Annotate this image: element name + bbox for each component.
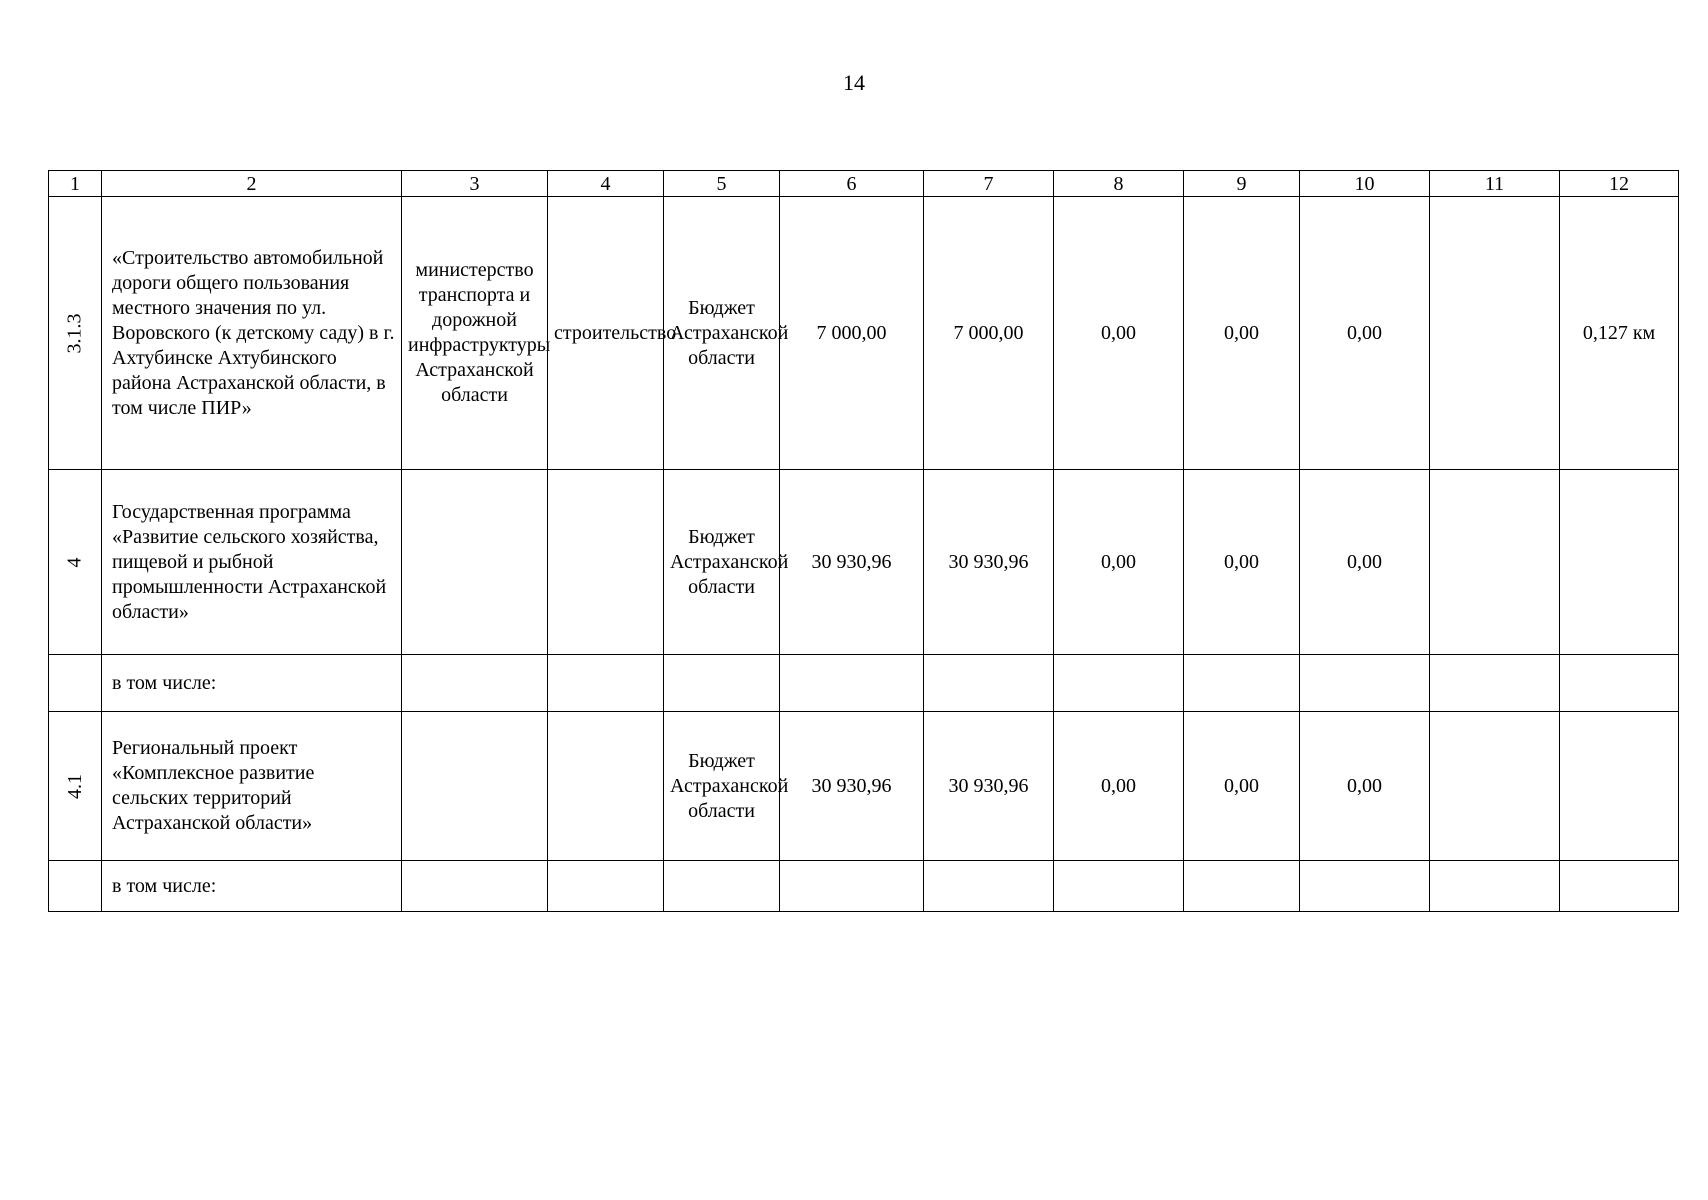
- value-cell: [1430, 197, 1560, 470]
- value-cell: 30 930,96: [780, 712, 924, 861]
- value-cell: 30 930,96: [924, 712, 1054, 861]
- column-header: 12: [1560, 171, 1679, 197]
- empty-cell: [548, 861, 664, 912]
- empty-cell: [402, 655, 548, 712]
- column-header: 3: [402, 171, 548, 197]
- value-cell: 0,00: [1300, 197, 1430, 470]
- column-header: 9: [1184, 171, 1300, 197]
- value-cell: 7 000,00: [924, 197, 1054, 470]
- row-number-cell: [49, 470, 102, 655]
- value-cell: 0,00: [1054, 712, 1184, 861]
- value-cell: 0,00: [1300, 712, 1430, 861]
- executor-cell: министерство транспорта и дорожной инфраструктуры Астраханской области: [402, 197, 548, 470]
- row-number: 3.1.3: [63, 313, 86, 353]
- empty-cell: [1560, 655, 1679, 712]
- empty-cell: [1430, 655, 1560, 712]
- row-name: «Строительство автомобильной дороги общего пользования местного значения по ул. Воровского (к детскому саду) в г. Ахтубинске Ахтубинского района Астраханской области, в том числе ПИР»: [102, 197, 402, 470]
- value-cell: 0,00: [1054, 470, 1184, 655]
- empty-cell: [1300, 861, 1430, 912]
- column-header: 1: [49, 171, 102, 197]
- executor-cell: [402, 470, 548, 655]
- work-type-cell: [548, 470, 664, 655]
- empty-cell: [780, 655, 924, 712]
- row-name: в том числе:: [102, 861, 402, 912]
- empty-cell: [1054, 655, 1184, 712]
- value-cell: 7 000,00: [780, 197, 924, 470]
- table-row: [49, 655, 1679, 712]
- table-row: [49, 712, 1679, 861]
- row-number: 4: [63, 557, 86, 567]
- column-number-row: [49, 171, 1679, 197]
- empty-cell: [402, 861, 548, 912]
- row-number-cell: [49, 712, 102, 861]
- result-cell: [1560, 712, 1679, 861]
- source-cell: Бюджет Астраханской области: [664, 712, 780, 861]
- row-number-cell: [49, 197, 102, 470]
- value-cell: 0,00: [1300, 470, 1430, 655]
- value-cell: 30 930,96: [780, 470, 924, 655]
- column-header: 7: [924, 171, 1054, 197]
- value-cell: 0,00: [1184, 712, 1300, 861]
- row-name: Государственная программа «Развитие сельского хозяйства, пищевой и рыбной промышленности Астраханской области»: [102, 470, 402, 655]
- column-header: 2: [102, 171, 402, 197]
- empty-cell: [548, 655, 664, 712]
- column-header: 10: [1300, 171, 1430, 197]
- work-type-cell: строительство: [548, 197, 664, 470]
- row-name: Региональный проект «Комплексное развитие сельских территорий Астраханской области»: [102, 712, 402, 861]
- empty-cell: [924, 655, 1054, 712]
- row-number: 4.1: [63, 773, 86, 799]
- column-header: 11: [1430, 171, 1560, 197]
- source-cell: Бюджет Астраханской области: [664, 470, 780, 655]
- empty-cell: [780, 861, 924, 912]
- empty-cell: [1184, 655, 1300, 712]
- empty-cell: [664, 655, 780, 712]
- table-row: [49, 861, 1679, 912]
- empty-cell: [1300, 655, 1430, 712]
- work-type-cell: [548, 712, 664, 861]
- result-cell: 0,127 км: [1560, 197, 1679, 470]
- value-cell: 0,00: [1054, 197, 1184, 470]
- value-cell: 30 930,96: [924, 470, 1054, 655]
- empty-cell: [924, 861, 1054, 912]
- row-name: в том числе:: [102, 655, 402, 712]
- column-header: 6: [780, 171, 924, 197]
- empty-cell: [1430, 861, 1560, 912]
- empty-cell: [1054, 861, 1184, 912]
- value-cell: 0,00: [1184, 470, 1300, 655]
- value-cell: [1430, 712, 1560, 861]
- column-header: 8: [1054, 171, 1184, 197]
- empty-cell: [1560, 861, 1679, 912]
- empty-cell: [1184, 861, 1300, 912]
- result-cell: [1560, 470, 1679, 655]
- page-number: 14: [843, 70, 865, 95]
- value-cell: [1430, 470, 1560, 655]
- row-number-cell: [49, 861, 102, 912]
- table-row: [49, 470, 1679, 655]
- table-row: [49, 197, 1679, 470]
- budget-table: [48, 170, 1679, 912]
- column-header: 5: [664, 171, 780, 197]
- row-number-cell: [49, 655, 102, 712]
- executor-cell: [402, 712, 548, 861]
- column-header: 4: [548, 171, 664, 197]
- empty-cell: [664, 861, 780, 912]
- source-cell: Бюджет Астраханской области: [664, 197, 780, 470]
- value-cell: 0,00: [1184, 197, 1300, 470]
